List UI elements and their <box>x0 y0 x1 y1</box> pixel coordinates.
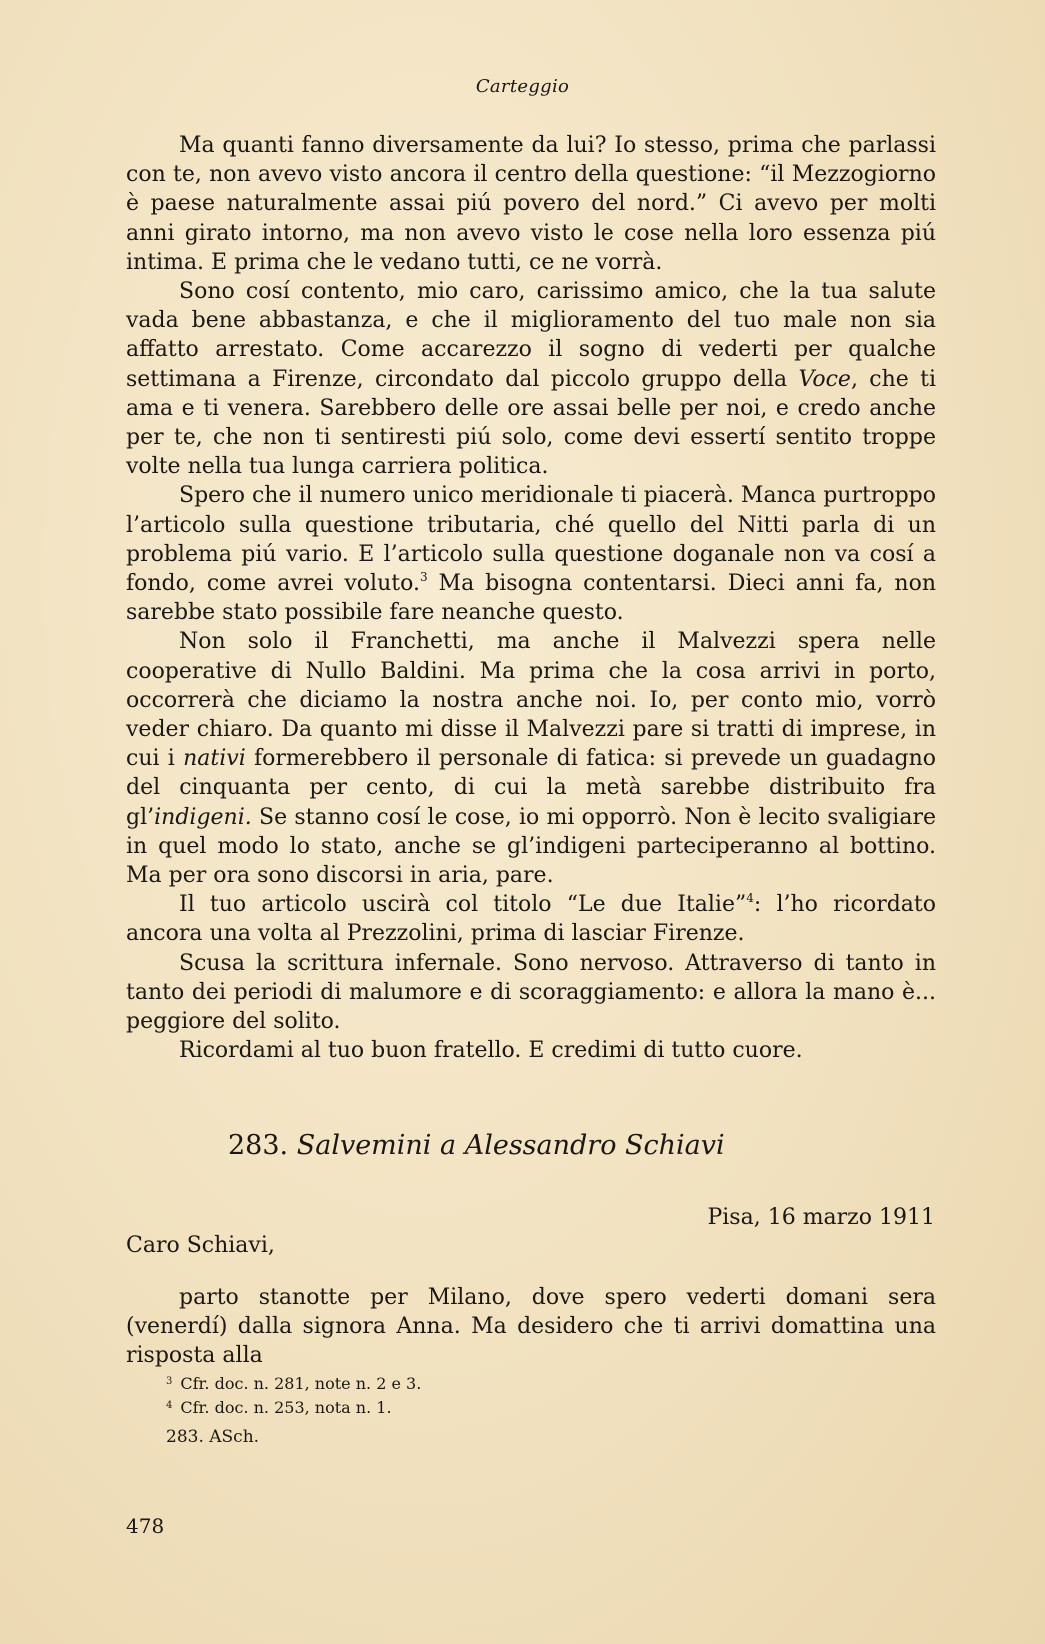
letter-body-text <box>126 131 936 1066</box>
footnote-text: Cfr. doc. n. 253, nota n. 1. <box>180 1398 392 1417</box>
letter-title: Salvemini a Alessandro Schiavi <box>296 1130 725 1161</box>
text-run: Scusa la scrittura infernale. Sono nervoso. Attraverso di tanto in tanto dei periodi di malumore e di scoraggiamento: e allora la mano è... peggiore del solito. <box>126 950 936 1035</box>
text-run: Ricordami al tuo buon fratello. E credimi di tutto cuore. <box>179 1038 803 1064</box>
text-run: Sono cosí contento, mio caro, carissimo amico, che la tua salute vada bene abbastanza, e che il miglioramento del tuo male non sia affatto arrestato. Come accarezzo il sogno di vederti per qualche settimana a Firenze, circondato dal piccolo gruppo della <box>126 279 936 392</box>
footnote <box>166 1371 421 1395</box>
footnotes <box>166 1371 421 1419</box>
italic-text: nativi <box>183 746 246 772</box>
place-date: Pisa, 16 marzo 1911 <box>707 1205 935 1230</box>
letter-heading <box>228 1130 725 1161</box>
italic-text: Voce <box>798 366 851 392</box>
text-run: formerebbero il personale di fatica: si prevede un guadagno del cinquanta per cento, di cui la metà sarebbe distribuito fra gl’ <box>126 746 936 830</box>
body-paragraph <box>126 1036 936 1065</box>
footnote-text: Cfr. doc. n. 281, note n. 2 e 3. <box>180 1374 422 1393</box>
text-run: Il tuo articolo uscirà col titolo “Le due Italie” <box>179 892 747 918</box>
text-run: Ma quanti fanno diversamente da lui? Io stesso, prima che parlassi con te, non avevo visto ancora il centro della questione: “il Mezzogiorno è paese naturalmente assai piú povero del nord.” Ci avevo per molti anni girato intorno, ma non avevo visto le cose nella loro essenza piú intima. E prima che le vedano tutti, ce ne vorrà. <box>126 133 936 275</box>
body-paragraph <box>126 481 936 627</box>
footnote-reference: 4 <box>746 891 754 906</box>
salutation: Caro Schiavi, <box>126 1233 275 1258</box>
text-run: Non solo il Franchetti, ma anche il Malvezzi spera nelle cooperative di Nullo Baldini. Ma prima che la cosa arrivi in porto, occorrerà che diciamo la nostra anche noi. Io, per conto mio, vorrò veder chiaro. Da quanto mi disse il Malvezzi pare si tratti di imprese, in cui i <box>126 629 936 772</box>
letter-number: 283. <box>228 1130 289 1161</box>
text-run: Se stanno cosí le cose, io mi opporrò. Non è lecito svaligiare in quel modo lo stato, anche se gl’indigeni parteciperanno al bottino. Ma per ora sono discorsi in aria, pare. <box>126 804 936 889</box>
text-run: Spero che il numero unico meridionale ti piacerà. Manca purtroppo l’articolo sulla questione tributaria, ché quello del Nitti parla di un problema piú vario. E l’articolo sulla questione doganale non va cosí a fondo, come avrei voluto. <box>126 483 936 597</box>
footnote-mark: 4 <box>166 1400 173 1411</box>
source-note: 283. ASch. <box>166 1427 260 1447</box>
body-paragraph <box>126 890 936 948</box>
letter-opening-paragraph: parto stanotte per Milano, dove spero vederti domani sera (venerdí) dalla signora Anna. Ma desidero che ti arrivi domattina una risposta alla <box>126 1285 936 1369</box>
text-run: : l’ho ricordato ancora una volta al Prezzolini, prima di lasciar Firenze. <box>126 892 936 947</box>
text-run: , che ti ama e ti venera. Sarebbero delle ore assai belle per noi, e credo anche per te, che non ti sentiresti piú solo, come devi essertí sentito troppe volte nella tua lunga carriera politica. <box>126 366 936 480</box>
body-paragraph <box>126 131 936 277</box>
body-paragraph <box>126 627 936 890</box>
footnote-mark: 3 <box>166 1376 173 1387</box>
letter-opening <box>126 1283 936 1371</box>
running-head: Carteggio <box>475 76 570 97</box>
body-paragraph <box>126 949 936 1037</box>
footnote-reference: 3 <box>419 570 428 585</box>
body-paragraph <box>126 277 936 481</box>
italic-text: indigeni. <box>154 804 252 830</box>
footnote <box>166 1395 421 1419</box>
text-run: Ma bisogna contentarsi. Dieci anni fa, non sarebbe stato possibile fare neanche questo. <box>126 571 936 626</box>
page-number: 478 <box>126 1514 165 1538</box>
